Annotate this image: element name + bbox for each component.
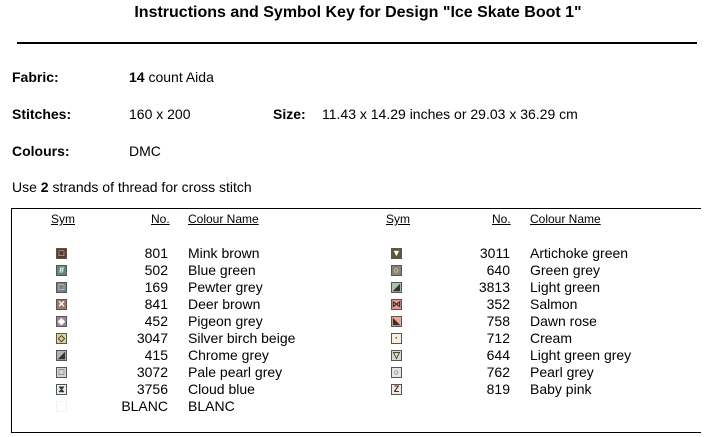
page-title: Instructions and Symbol Key for Design "Ice Skate Boot 1" <box>134 4 582 21</box>
dmc-number: 452 <box>144 313 168 329</box>
dmc-number: 352 <box>486 296 510 312</box>
dmc-number: 3011 <box>479 245 510 261</box>
colour-name: Deer brown <box>188 296 261 312</box>
dmc-number: 3047 <box>136 330 168 346</box>
usage-instructions: Use 2 strands of thread for cross stitch <box>12 179 252 195</box>
symbol-swatch-icon: ✕ <box>57 299 66 309</box>
dmc-number: 762 <box>486 364 510 380</box>
symbol-swatch-icon: ⋈ <box>392 299 401 309</box>
symbol-swatch-icon: Z <box>391 384 402 395</box>
header-sym-left: Sym <box>51 212 75 226</box>
symbol-swatch-icon: · <box>391 333 402 344</box>
fabric-label: Fabric: <box>12 69 59 85</box>
colours-label: Colours: <box>12 143 70 159</box>
symbol-swatch-icon: □ <box>56 367 67 378</box>
colour-name: Dawn rose <box>530 313 597 329</box>
strand-count: 2 <box>40 179 49 195</box>
fabric-type: count Aida <box>144 69 214 85</box>
symbol-swatch-icon: ◢ <box>56 350 67 361</box>
colour-name: Light green <box>530 279 601 295</box>
symbol-swatch-icon: ▼ <box>392 248 401 258</box>
colour-name: Artichoke green <box>530 245 629 261</box>
colour-name: Chrome grey <box>188 347 269 363</box>
dmc-number: 640 <box>486 262 510 278</box>
dmc-number: 841 <box>144 296 168 312</box>
colour-name: Pewter grey <box>188 279 263 295</box>
symbol-swatch-icon: # <box>56 265 67 276</box>
colour-name: Cream <box>530 330 573 346</box>
symbol-swatch-icon: ⧗ <box>56 384 67 395</box>
dmc-number: BLANC <box>121 398 168 414</box>
dmc-number: 712 <box>486 330 510 346</box>
dmc-number: 3756 <box>136 381 168 397</box>
dmc-number: 3072 <box>136 364 168 380</box>
symbol-swatch-icon: ◆ <box>56 316 67 327</box>
stitches-value: 160 x 200 <box>129 106 191 122</box>
dmc-number: 758 <box>486 313 510 329</box>
dmc-number: 415 <box>144 347 168 363</box>
symbol-swatch-icon: ◣ <box>391 316 402 327</box>
header-name-left: Colour Name <box>188 212 259 226</box>
symbol-swatch-icon: ○ <box>391 367 402 378</box>
header-no-right: No. <box>492 212 511 226</box>
symbol-swatch-icon <box>56 401 67 412</box>
title-rule <box>17 42 697 44</box>
dmc-number: 169 <box>144 279 168 295</box>
colour-name: Cloud blue <box>188 381 255 397</box>
colour-name: Silver birch beige <box>188 330 296 346</box>
colour-name: Salmon <box>530 296 578 312</box>
colour-name: Pigeon grey <box>188 313 263 329</box>
colour-name: Light green grey <box>530 347 632 363</box>
symbol-swatch-icon: ○ <box>391 265 402 276</box>
header-name-right: Colour Name <box>530 212 601 226</box>
header-sym-right: Sym <box>386 212 410 226</box>
size-label: Size: <box>273 106 306 122</box>
symbol-swatch-icon: □ <box>56 282 67 293</box>
symbol-swatch-icon: ◇ <box>56 333 67 344</box>
colour-name: Pale pearl grey <box>188 364 283 380</box>
fabric-value <box>129 69 214 85</box>
colour-name: Mink brown <box>188 245 260 261</box>
stitches-label: Stitches: <box>12 106 72 122</box>
dmc-number: 801 <box>144 245 168 261</box>
dmc-number: 502 <box>144 262 168 278</box>
colours-value: DMC <box>129 143 161 159</box>
colour-name: Blue green <box>188 262 256 278</box>
colour-name: Green grey <box>530 262 601 278</box>
header-no-left: No. <box>151 212 170 226</box>
size-value: 11.43 x 14.29 inches or 29.03 x 36.29 cm <box>322 106 578 122</box>
colour-name: Baby pink <box>530 381 592 397</box>
dmc-number: 644 <box>486 347 510 363</box>
dmc-number: 819 <box>486 381 510 397</box>
symbol-swatch-icon: □ <box>56 248 67 259</box>
symbol-swatch-icon: ◢ <box>391 282 402 293</box>
symbol-swatch-icon: ▽ <box>391 350 402 361</box>
fabric-count: 14 <box>129 69 145 85</box>
colour-name: Pearl grey <box>530 364 594 380</box>
dmc-number: 3813 <box>478 279 510 295</box>
colour-name: BLANC <box>188 398 235 414</box>
